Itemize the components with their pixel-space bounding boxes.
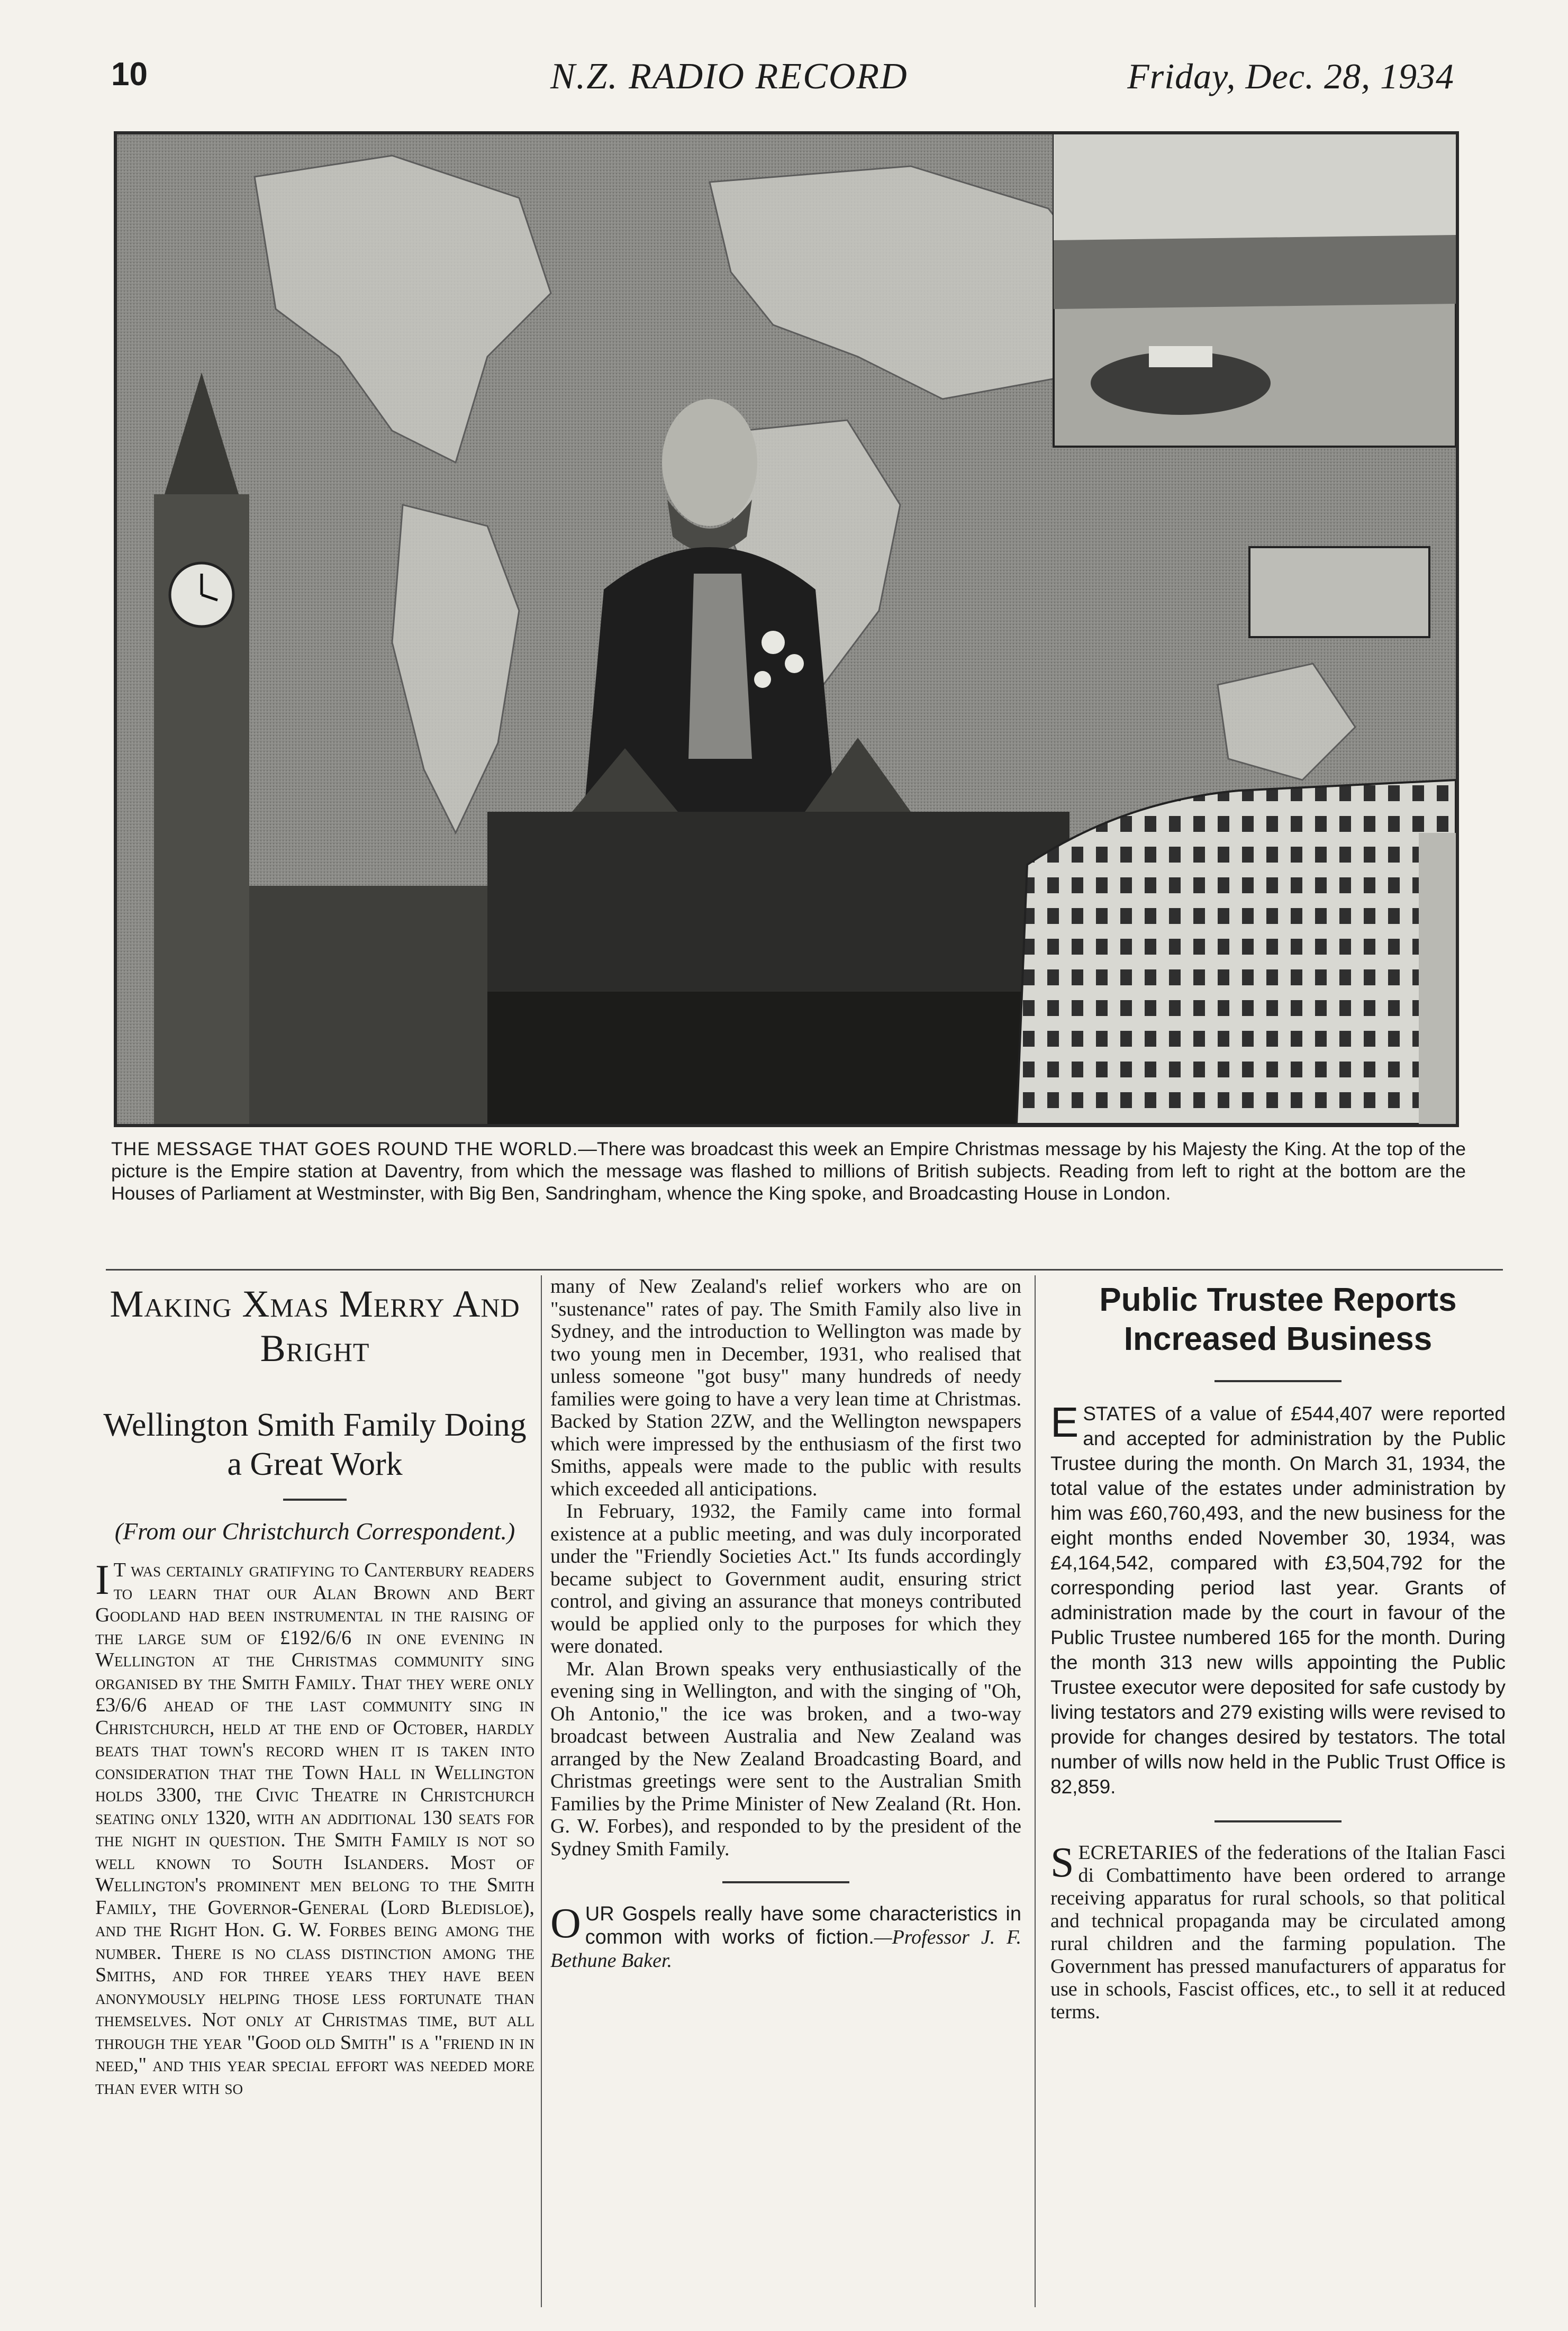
- drop-cap-3: S: [1050, 1839, 1074, 1886]
- quote-drop-cap: O: [550, 1900, 581, 1947]
- daventry-inset: [1054, 134, 1456, 447]
- caption-body: —There was broadcast this week an Empire Christmas message by his Majesty the King. At the top of the picture is the Empire station at Daventry, from which the message was flashed to millions of British subjects. Reading from left to right at the bottom are the Houses of Parliament at Westminster, with Big Ben, Sandringham, whence the King spoke, and Broadcasting House in London.: [111, 1138, 1466, 1204]
- column-rule-1: [541, 1275, 542, 2307]
- article3-paragraph-1: SECRETARIES of the federations of the Italian Fasci di Combattimento have been ordered to arrange receiving apparatus for rural schools, so that political and technical propaganda may be circulated among rural children and the farming population. The Government has pressed manufacturers of apparatus for use in schools, Fascist offices, etc., to sell it at reduced terms.: [1050, 1839, 1506, 2023]
- drop-cap-2: E: [1050, 1399, 1079, 1446]
- headline-public-trustee: Public Trustee Reports Increased Business: [1099, 1282, 1457, 1357]
- headline-xmas: Making Xmas Merry And Bright: [110, 1283, 520, 1369]
- photo-caption: [111, 1138, 1466, 1204]
- article1-paragraph-1: I T was certainly gratifying to Canterbury readers to learn that our Alan Brown and Bert Goodland had been instrumental in the raising of the large sum of £192/6/6 in one evening in Wellington at the Christmas community sing organised by the Smith Family. That they were only £3/6/6 ahead of the last community sing in Christchurch, held at the end of October, hardly beats that town's record when it is taken into consideration that the Town Hall in Wellington holds 3300, the Civic Theatre in Christchurch seating only 1320, with an additional 130 seats for the night in question. The Smith Family is not so well known to South Islanders. Most of Wellington's prominent men belong to the Smith Family, the Governor-General (Lord Bledisloe), and the Right Hon. G. W. Forbes being among the number. There is no class distinction among the Smiths, and for three years they have been anonymously helping those less fortunate than themselves. Not only at Christmas time, but all through the year "Good old Smith" is a "friend in in need," and this year special effort was needed more than ever with so: [95, 1557, 534, 2099]
- column-1: [95, 1275, 534, 2099]
- article1-paragraph-2: In February, 1932, the Family came into formal existence at a public meeting, and was duly incorporated under the "Friendly Societies Act." Its funds accordingly became subject to Government audit, ensuring strict control, and giving an assurance that moneys contributed would be applied only to the purposes for which they were donated.: [550, 1500, 1021, 1657]
- quote-attribution: —Professor J. F. Bethune Baker.: [550, 1926, 1021, 1972]
- article2-paragraph-1: ESTATES of a value of £544,407 were reported and accepted for administration by the Public Trustee during the month. On March 31, 1934, the total value of the estates under administration by him was £60,760,493, and the new business for the eight months ended November 30, 1934, was £4,164,542, compared with £3,504,792 for the corresponding period last year. Grants of administration made by the court in favour of the Public Trustee numbered 165 for the month. During the month 313 new wills appointing the Public Trustee executor were deposited for safe custody by living testators and 279 existing wills were revised to provide for changes desired by testators. The total number of wills now held in the Public Trust Office is 82,859.: [1050, 1399, 1506, 1798]
- subheadline-smith-family: Wellington Smith Family Doing a Great Work: [103, 1407, 527, 1482]
- quote-rule: [722, 1881, 849, 1883]
- montage-illustration: [117, 134, 1456, 1124]
- article-separator: [1214, 1820, 1342, 1822]
- column-rule-2: [1035, 1275, 1036, 2307]
- column-2: [550, 1275, 1021, 1972]
- page-header: [0, 56, 1568, 103]
- quote-block: OUR Gospels really have some characteristics in common with works of fiction.—Professor J. F. Bethune Baker.: [550, 1900, 1021, 1972]
- article1-paragraph-1-continued: many of New Zealand's relief workers who are on "sustenance" rates of pay. The Smith Family also live in Sydney, and the introduction to Wellington was made by two young men in December, 1931, who realised that unless someone "got busy" many hundreds of needy families were going to have a very lean time at Christmas. Backed by Station 2ZW, and the Wellington newspapers which were impressed by the enthusiasm of the first two Smiths, appeals were made to the public with results which exceeded all anticipations.: [550, 1275, 1021, 1500]
- issue-date: Friday, Dec. 28, 1934: [1127, 56, 1454, 96]
- publication-title: N.Z. RADIO RECORD: [550, 56, 908, 97]
- caption-lead: THE MESSAGE THAT GOES ROUND THE WORLD.: [111, 1138, 578, 1159]
- article1-paragraph-3: Mr. Alan Brown speaks very enthusiastically of the evening sing in Wellington, and with the singing of "Oh, Oh Antonio," the ice was broken, and a two-way broadcast between Australia and New Zealand was arranged by the New Zealand Broadcasting Board, and Christmas greetings were sent to the Australian Smith Families by the Prime Minister of New Zealand (Rt. Hon. G. W. Forbes), and responded to by the president of the Sydney Smith Family.: [550, 1657, 1021, 1860]
- drop-cap: I: [95, 1557, 110, 1603]
- dateline: (From our Christchurch Correspondent.): [114, 1518, 515, 1545]
- photo-montage: [114, 131, 1459, 1127]
- map-inset-box: [1249, 547, 1429, 637]
- column-3: [1050, 1275, 1506, 2024]
- headline-rule: [283, 1499, 347, 1501]
- headline-rule-2: [1214, 1380, 1342, 1382]
- page-number: 10: [111, 56, 148, 93]
- caption-rule: [106, 1269, 1503, 1271]
